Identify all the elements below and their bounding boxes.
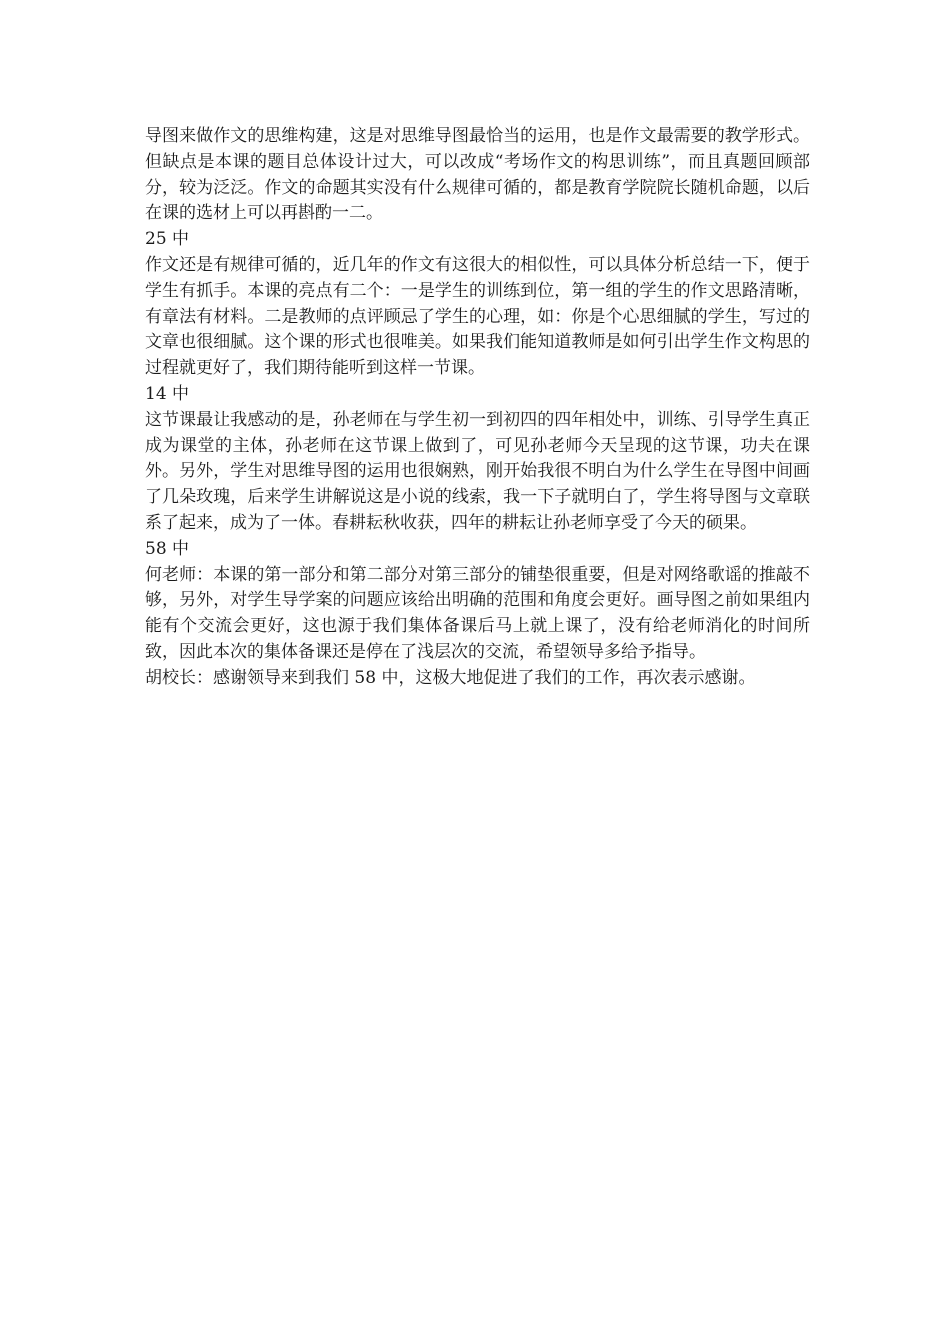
paragraph-school-14-comment: 这节课最让我感动的是，孙老师在与学生初一到初四的四年相处中，训练、引导学生真正成为课堂的主体，孙老师在这节课上做到了，可见孙老师今天呈现的这节课，功夫在课外。另外，学生对思维导图的运用也很娴熟，刚开始我很不明白为什么学生在导图中间画了几朵玫瑰，后来学生讲解说这是小说的线索，我一下子就明白了，学生将导图与文章联系了起来，成为了一体。春耕耘秋收获，四年的耕耘让孙老师享受了今天的硕果。 <box>145 409 810 533</box>
paragraph-intro-evaluation: 导图来做作文的思维构建，这是对思维导图最恰当的运用，也是作文最需要的教学形式。但缺点是本课的题目总体设计过大，可以改成“考场作文的构思训练”，而且真题回顾部分，较为泛泛。作文的命题其实没有什么规律可循的，都是教育学院院长随机命题，以后在课的选材上可以再斟酌一二。 <box>145 126 810 224</box>
paragraph-principal-hu-comment: 胡校长：感谢领导来到我们 58 中，这极大地促进了我们的工作，再次表示感谢。 <box>145 667 756 688</box>
school-heading-14: 14 中 <box>145 383 190 404</box>
school-heading-25: 25 中 <box>145 229 190 250</box>
paragraph-teacher-he-comment: 何老师：本课的第一部分和第二部分对第三部分的铺垫很重要，但是对网络歌谣的推敲不够，另外，对学生导学案的问题应该给出明确的范围和角度会更好。画导图之前如果组内能有个交流会更好，这也源于我们集体备课后马上就上课了，没有给老师消化的时间所致，因此本次的集体备课还是停在了浅层次的交流，希望领导多给予指导。 <box>145 564 810 662</box>
paragraph-school-25-comment: 作文还是有规律可循的，近几年的作文有这很大的相似性，可以具体分析总结一下，便于学生有抓手。本课的亮点有二个：一是学生的训练到位，第一组的学生的作文思路清晰，有章法有材料。二是教师的点评顾忌了学生的心理，如：你是个心思细腻的学生，写过的文章也很细腻。这个课的形式也很唯美。如果我们能知道教师是如何引出学生作文构思的过程就更好了，我们期待能听到这样一节课。 <box>145 254 810 379</box>
document-body <box>145 124 810 692</box>
school-heading-58: 58 中 <box>145 538 190 559</box>
